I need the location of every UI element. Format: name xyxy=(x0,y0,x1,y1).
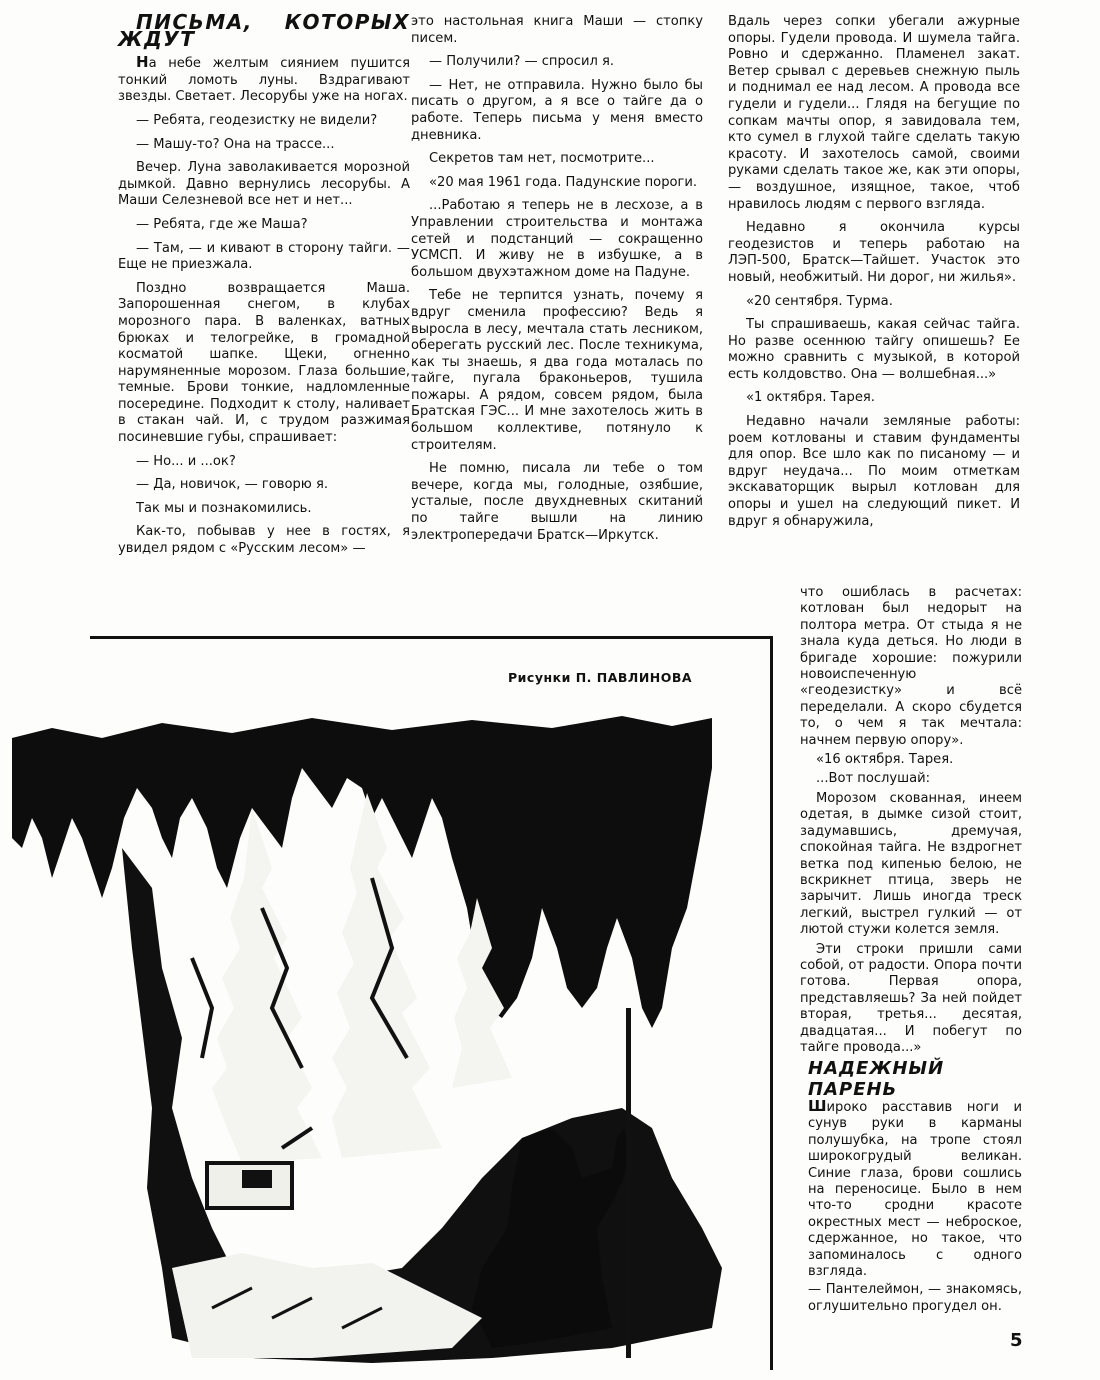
snowy-fir-center xyxy=(332,793,442,1158)
paragraph-text: — Да, новичок, — говорю я. xyxy=(136,477,329,493)
paragraph xyxy=(118,477,410,494)
paragraph-text: «20 сентября. Турма. xyxy=(746,293,893,309)
paragraph-text: Вечер. Луна заволакивается морозной дымкой. Давно вернулись лесорубы. А Маши Селезневой все нет и нет... xyxy=(118,160,410,209)
paragraph-text: Недавно я окончила курсы геодезистов и теперь работаю на ЛЭП-500, Братск—Тайшет. Участок это новый, необжитый. Ни дорог, ни жилья». xyxy=(728,220,1020,285)
paragraph-text: Ты спрашиваешь, какая сейчас тайга. Но разве осеннюю тайгу опишешь? Ее можно сравнить с музыкой, в которой есть колдовство. Она — волшебная...» xyxy=(728,317,1020,382)
paragraph xyxy=(118,217,410,234)
paragraph-text: Морозом скованная, инеем одетая, в дымке сизой стоит, задумавшись, дремучая, спокойная тайга. Не вздрогнет ветка под кипенью белою, не вскрикнет птица, зверь не зарычит. Лишь иногда треск легкий, выстрел гулкий — от лютой стужи колется земля. xyxy=(800,790,1022,938)
column-1-text xyxy=(118,54,410,557)
paragraph xyxy=(800,942,1022,1057)
paragraph-text: — Ребята, геодезистку не видели? xyxy=(136,112,378,128)
paragraph-text: «1 октября. Тарея. xyxy=(746,390,875,406)
paragraph xyxy=(728,220,1020,286)
surveyor-pole xyxy=(626,1008,631,1358)
paragraph xyxy=(118,281,410,447)
paragraph xyxy=(411,198,703,281)
paragraph xyxy=(728,14,1020,213)
paragraph-text: «20 мая 1961 года. Падунские пороги. xyxy=(429,174,698,190)
second-article-title: НАДЕЖНЫЙ ПАРЕНЬ xyxy=(808,1058,945,1100)
paragraph-text: ироко расставив ноги и сунув руки в карманы полушубка, на тропе стоял широкогрудый великан. Синие глаза, брови сошлись на переносице. Было в нем что-то сродни красоте окрестных мест — неброское, сдержанное, но такое, что запоминалось с одного взгляда. xyxy=(808,1100,1022,1280)
second-article-body xyxy=(808,1098,1022,1317)
article-column-2 xyxy=(411,14,703,551)
illustration-credit: Рисунки П. ПАВЛИНОВА xyxy=(508,670,693,685)
paragraph xyxy=(118,524,410,557)
paragraph-text: Как-то, побывав у нее в гостях, я увидел рядом с «Русским лесом» — xyxy=(118,524,410,557)
paragraph xyxy=(118,137,410,154)
paragraph xyxy=(118,241,410,274)
article-column-1 xyxy=(118,10,410,565)
paragraph-text: Так мы и познакомились. xyxy=(136,500,312,516)
paragraph xyxy=(808,1282,1022,1315)
paragraph-text: Секретов там нет, посмотрите... xyxy=(429,151,655,167)
illustration-frame-top xyxy=(90,636,772,639)
paragraph xyxy=(808,1098,1022,1280)
paragraph-text: а небе желтым сиянием пушится тонкий ломоть луны. Вздрагивают звезды. Светает. Лесорубы уже на ногах. xyxy=(118,56,410,105)
paragraph xyxy=(800,585,1022,749)
paragraph-text: — Пантелеймон, — знакомясь, оглушительно прогудел он. xyxy=(808,1282,1022,1314)
paragraph xyxy=(411,54,703,71)
paragraph-text: что ошиблась в расчетах: котлован был недорыт на полтора метра. От стыда я не знала куда деться. Но люди в бригаде хорошие: пожурили новоиспеченную «геодезистку» и всё переделали. А скоро сбудется то, о чем я так мечтала: начнем первую опору». xyxy=(800,585,1022,748)
paragraph-text: — Там, — и кивают в сторону тайги. — Еще не приезжала. xyxy=(118,240,410,273)
paragraph-text: — Машу-то? Она на трассе... xyxy=(136,136,335,152)
paragraph xyxy=(800,752,1022,768)
paragraph-text: — Ребята, где же Маша? xyxy=(136,216,308,232)
page-number: 5 xyxy=(1010,1330,1023,1351)
paragraph-text: — Нет, не отправила. Нужно было бы писать о другом, а я все о тайге да о работе. Теперь письма у меня вместо дневника. xyxy=(411,77,703,143)
paragraph xyxy=(728,294,1020,311)
paragraph-text: Недавно начали земляные работы: роем котлованы и ставим фундаменты для опор. Все шло как по писаному — и вдруг неудача... По моим отметкам экскаваторщик вырыл котлован для опоры и ушел на следующий пикет. И вдруг я обнаружила, xyxy=(728,414,1020,529)
illustration-frame-right xyxy=(770,636,773,1370)
paragraph-text: ...Работаю я теперь не в лесхозе, а в Управлении строительства и монтажа сетей и подстанций — сокращенно УСМСП. И живу не в избушке, а в большом двухэтажном доме на Падуне. xyxy=(411,198,703,280)
paragraph-text: Вдаль через сопки убегали ажурные опоры. Гудели провода. И шумела тайга. Ровно и сдержанно. Пламенел закат. Ветер срывал с деревьев снежную пыль и поднимал ее над лесом. А провода все гудели и гудели... Глядя на бегущие по сопкам мачты опор, я завидовала тем, кто сумел в глухой тайге сделать такую красоту. И захотелось самой, своими руками сделать такое же, как эти опоры, — воздушное, изящное, такое, чтоб нравилось людям с первого взгляда. xyxy=(728,14,1020,212)
paragraph-text: Тебе не терпится узнать, почему я вдруг сменила профессию? Ведь я выросла в лесу, мечтала стать лесником, оберегать русский лес. После техникума, как ты знаешь, я два года моталась по тайге, пугала браконьеров, тушила пожары. А рядом, совсем рядом, была Братская ГЭС... И мне захотелось жить в большом коллективе, потянуло к строителям. xyxy=(411,288,703,453)
drop-cap: Н xyxy=(136,53,149,72)
column-2-text xyxy=(411,14,703,544)
paragraph xyxy=(118,113,410,130)
article-column-3 xyxy=(728,14,1020,537)
paragraph xyxy=(728,390,1020,407)
paragraph xyxy=(118,454,410,471)
paragraph xyxy=(411,175,703,192)
paragraph-text: — Но... и ...ок? xyxy=(136,453,236,469)
paragraph xyxy=(411,461,703,544)
paragraph-text: Поздно возвращается Маша. Запорошенная снегом, в клубах морозного пара. В валенках, ватных брюках и телогрейке, в громадной косматой шапке. Щеки, огненно нарумяненные морозом. Глаза большие, темные. Брови тонкие, надломленные посередине. Подходит к столу, наливает в стакан чай. И, с трудом разжимая посиневшие губы, спрашивает: xyxy=(118,280,410,446)
taiga-illustration xyxy=(12,708,764,1368)
paragraph-text: — Получили? — спросил я. xyxy=(429,54,615,70)
paragraph-text: Не помню, писала ли тебе о том вечере, когда мы, голодные, озябшие, усталые, после двухдневных скитаний по тайге вышли на линию электропередачи Братск—Иркутск. xyxy=(411,461,703,543)
paragraph xyxy=(728,414,1020,530)
paragraph xyxy=(800,771,1022,787)
paragraph xyxy=(118,54,410,106)
paragraph xyxy=(800,791,1022,939)
paragraph xyxy=(411,78,703,144)
article-column-3-lower xyxy=(800,585,1022,1059)
paragraph xyxy=(118,501,410,518)
paragraph-text: «16 октября. Тарея. xyxy=(816,752,954,768)
paragraph-text: это настольная книга Маши — стопку писем. xyxy=(411,14,703,46)
paragraph-text: Эти строки пришли сами собой, от радости. Опора почти готова. Первая опора, представляешь? За ней пойдет вторая, третья... десятая, двадцатая... И побегут по тайге провода...» xyxy=(800,941,1022,1055)
column-3-text xyxy=(728,14,1020,530)
second-article-text xyxy=(808,1098,1022,1315)
paragraph xyxy=(411,14,703,47)
article-title: ПИСЬМА, КОТОРЫХ ЖДУТ xyxy=(118,10,410,51)
paragraph xyxy=(411,288,703,454)
truck-window xyxy=(242,1170,272,1188)
drop-cap: Ш xyxy=(808,1097,827,1115)
paragraph xyxy=(728,317,1020,383)
paragraph xyxy=(411,151,703,168)
paragraph-text: ...Вот послушай: xyxy=(816,771,931,787)
column-3-lower-text xyxy=(800,585,1022,1056)
paragraph xyxy=(118,160,410,210)
